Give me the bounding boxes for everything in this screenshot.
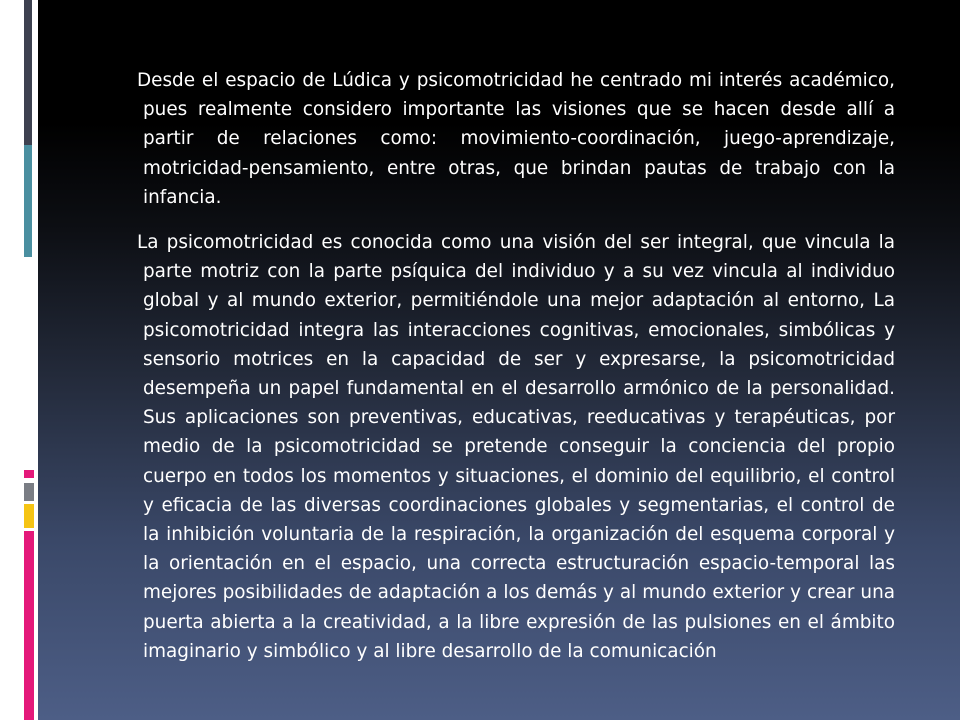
decor-stripe-yellow xyxy=(24,504,34,528)
decor-stripe-dark xyxy=(24,0,32,145)
decor-stripe-teal xyxy=(24,145,32,257)
decor-stripe-gray xyxy=(24,483,34,501)
paragraph-psicomotricidad: La psicomotricidad es conocida como una visión del ser integral, que vincula la parte motriz con la parte psíquica del individuo y a su vez vincula al individuo global y al mundo exterior, permitiéndole una mejor adaptación al entorno, La psicomotricidad integra las interacciones cognitivas, emocionales, simbólicas y sensorio motrices en la capacidad de ser y expresarse, la psicomotricidad desempeña un papel fundamental en el desarrollo armónico de la personalidad. Sus aplicaciones son preventivas, educativas, reeducativas y terapéuticas, por medio de la psicomotricidad se pretende conseguir la conciencia del propio cuerpo en todos los momentos y situaciones, el dominio del equilibrio, el control y eficacia de las diversas coordinaciones globales y segmentarias, el control de la inhibición voluntaria de la respiración, la organización del esquema corporal y la orientación en el espacio, una correcta estructuración espacio-temporal las mejores posibilidades de adaptación a los demás y al mundo exterior y crear una puerta abierta a la creatividad, a la libre expresión de las pulsiones en el ámbito imaginario y simbólico y al libre desarrollo de la comunicación xyxy=(137,232,895,662)
slide-body-text xyxy=(137,66,895,682)
paragraph-ludica: Desde el espacio de Lúdica y psicomotricidad he centrado mi interés académico, pues realmente considero importante las visiones que se hacen desde allí a partir de relaciones como: movimiento-coordinación, juego-aprendizaje, motricidad-pensamiento, entre otras, que brindan pautas de trabajo con la infancia. xyxy=(137,70,895,208)
left-decor-panel xyxy=(0,0,38,720)
decor-stripe-magenta-top xyxy=(24,470,34,478)
decor-stripe-magenta-long xyxy=(24,531,34,720)
